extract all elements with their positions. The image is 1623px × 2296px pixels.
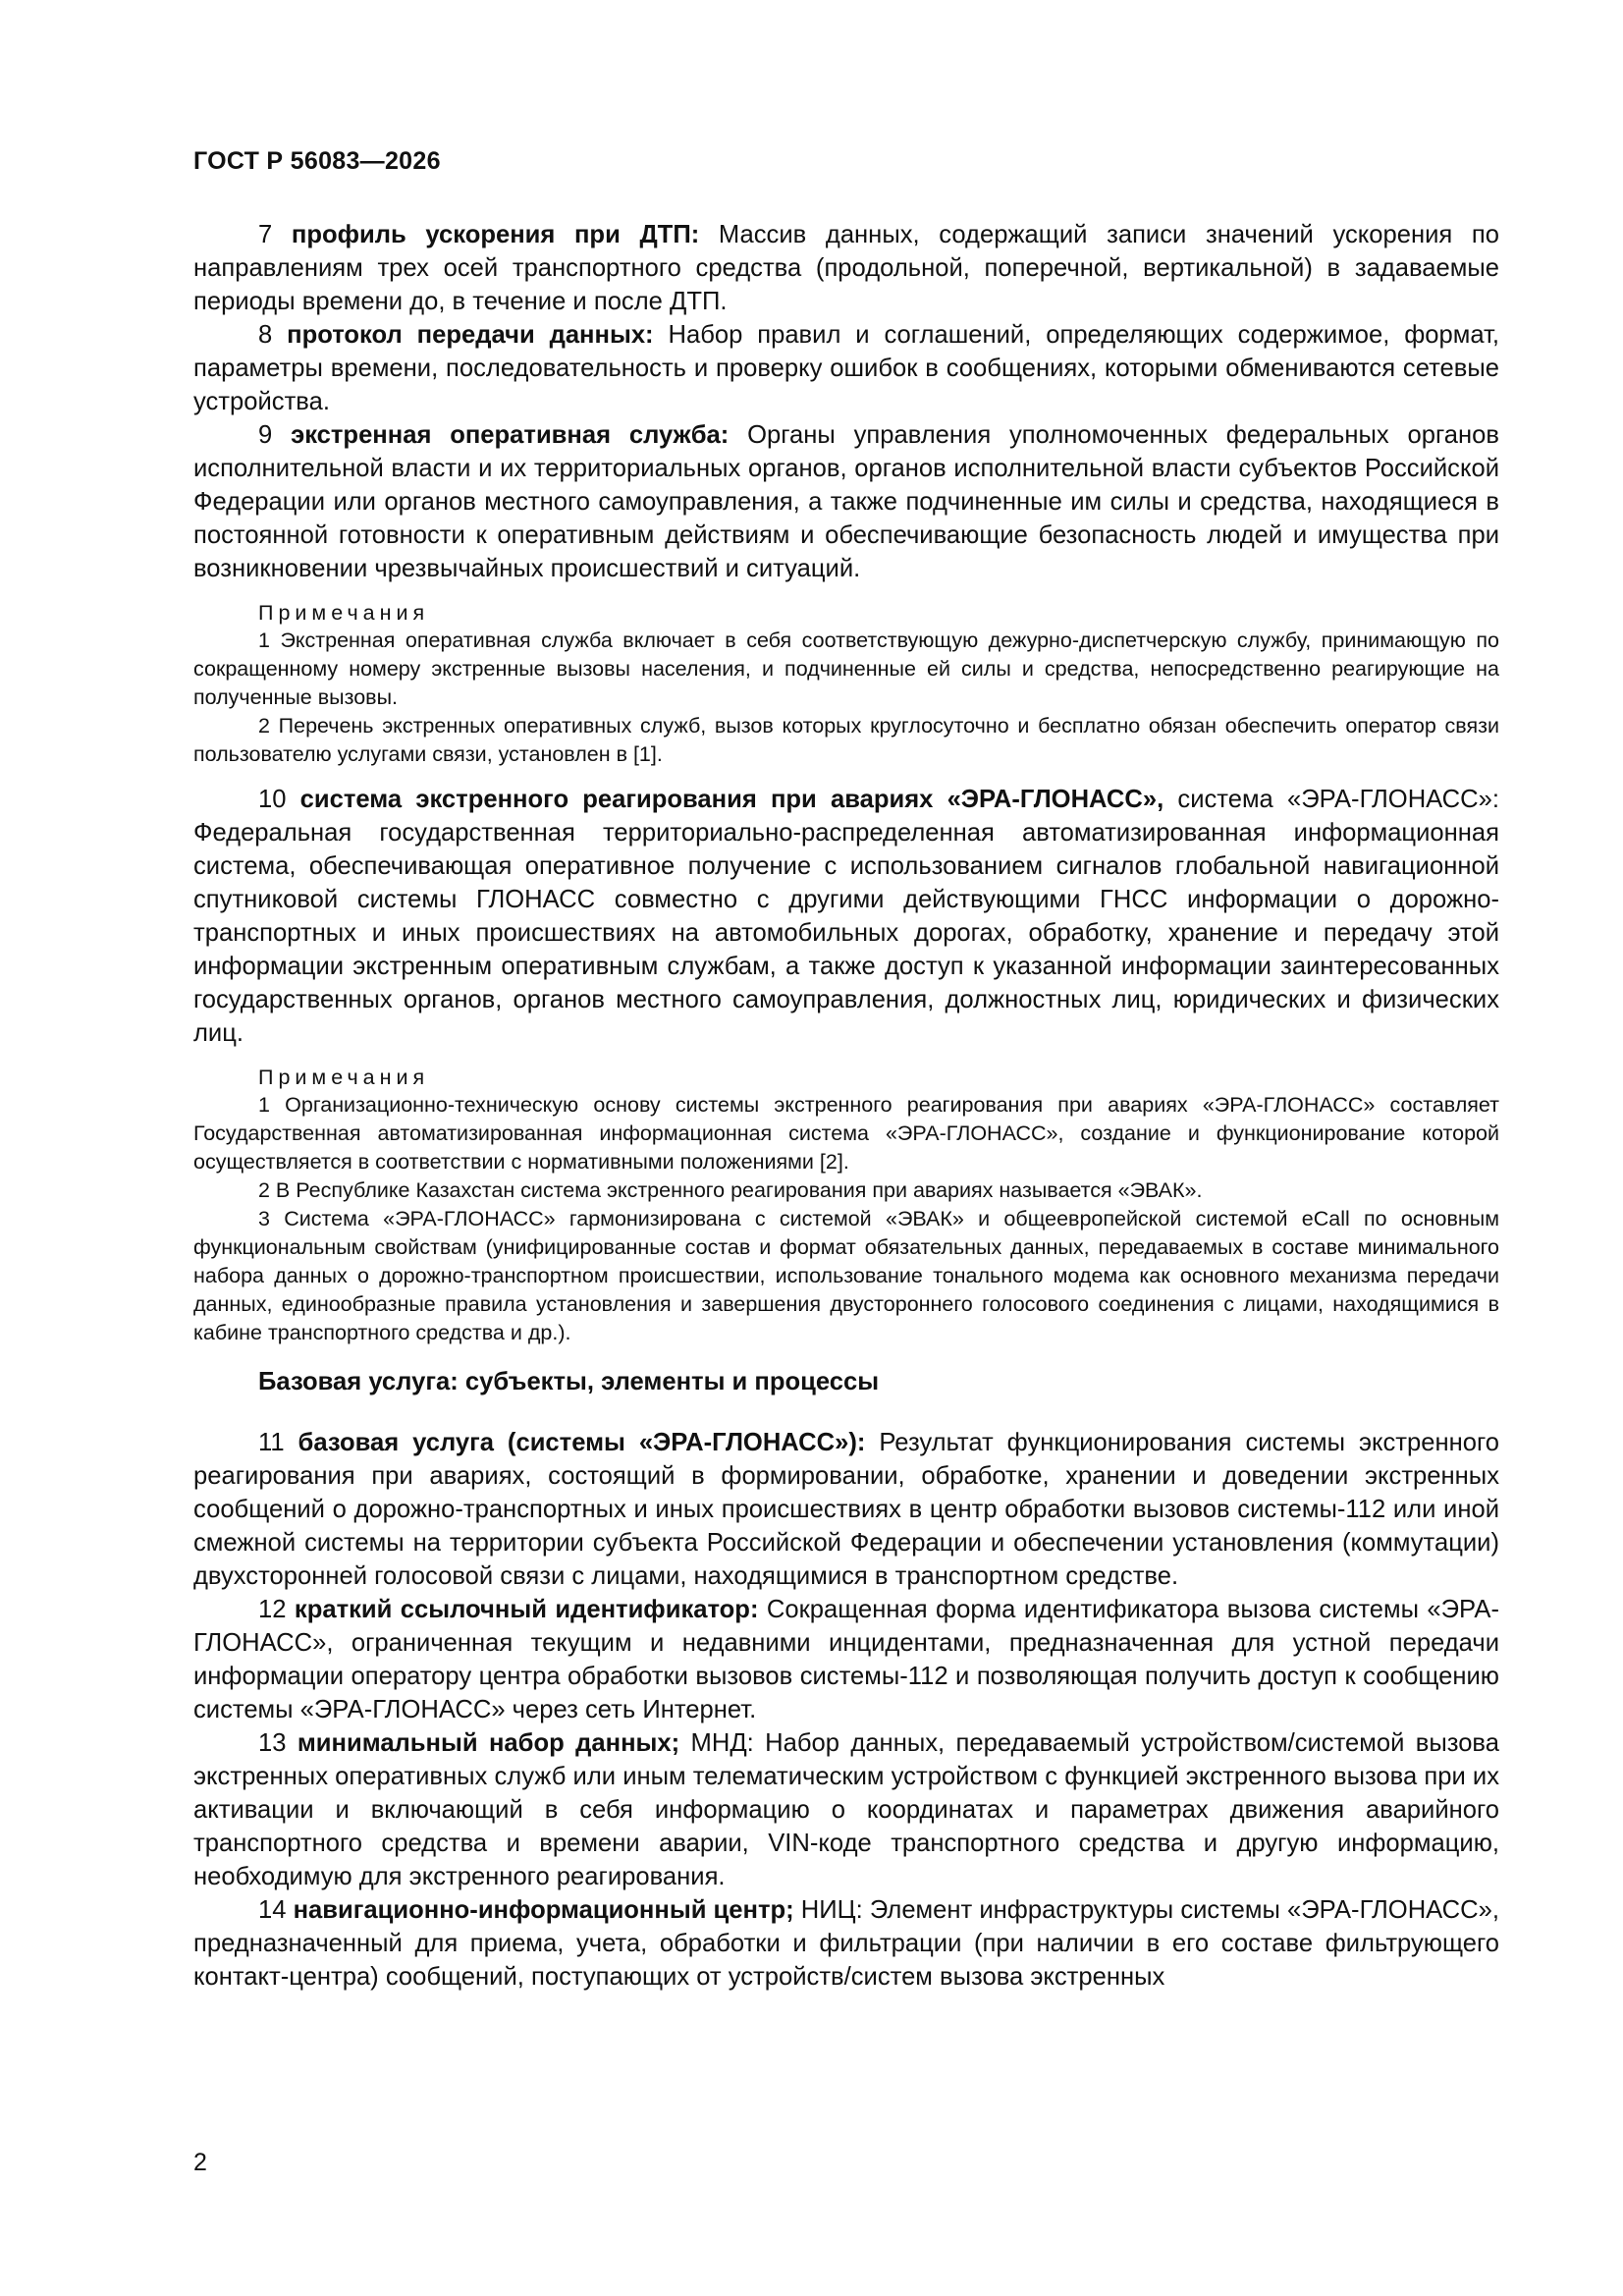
term-number: 8 [258, 321, 273, 349]
term-entry [193, 318, 1499, 418]
term-entry [193, 1426, 1499, 1593]
term-definition: НИЦ: Элемент инфраструктуры системы «ЭРА-ГЛОНАСС», предназначенный для приема, учета, обработки и фильтрации (при наличии в его составе фильтрующего контакт-центра) сообщений, поступающих от устройств/систем вызова экстренных [193, 1896, 1499, 1991]
term-entry [193, 1593, 1499, 1726]
term-entry [193, 418, 1499, 585]
notes-block [193, 599, 1499, 769]
page-body [193, 218, 1499, 1994]
term-definition: МНД: Набор данных, передаваемый устройством/системой вызова экстренных оперативных служб или иным телематическим устройством с функцией экстренного вызова при их активации и включающий в себя информацию о координатах и параметрах движения аварийного транспортного средства и времени аварии, VIN-коде транспортного средства и другую информацию, необходимую для экстренного реагирования. [193, 1729, 1499, 1890]
term-name: минимальный набор данных; [297, 1729, 680, 1757]
term-name: краткий ссылочный идентификатор: [294, 1596, 759, 1623]
notes-block [193, 1064, 1499, 1347]
page-number: 2 [193, 2149, 207, 2176]
term-definition: Массив данных, содержащий записи значений ускорения по направлениям трех осей транспортного средства (продольной, поперечной, вертикальной) в задаваемые периоды времени до, в течение и после ДТП. [193, 221, 1499, 315]
term-number: 10 [258, 786, 287, 813]
term-number: 11 [258, 1429, 285, 1456]
note-item: 2 Перечень экстренных оперативных служб, вызов которых круглосуточно и бесплатно обязан обеспечить оператор связи пользователю услугами связи, установлен в [1]. [193, 714, 1499, 766]
note-item: 2 В Республике Казахстан система экстренного реагирования при авариях называется «ЭВАК». [258, 1178, 1203, 1202]
term-number: 12 [258, 1596, 287, 1623]
standard-designation: ГОСТ Р 56083—2026 [193, 147, 441, 175]
notes-title: Примечания [258, 601, 430, 625]
note-item: 1 Экстренная оперативная служба включает в себя соответствующую дежурно-диспетчерскую службу, принимающую по сокращенному номеру экстренные вызовы населения, и подчиненные ей силы и средства, непосредственно реагирующие на полученные вызовы. [193, 629, 1499, 709]
note-item: 3 Система «ЭРА-ГЛОНАСС» гармонизирована с системой «ЭВАК» и общеевропейской системой eCall по основным функциональным свойствам (унифицированные состав и формат обязательных данных, передаваемых в составе минимального набора данных о дорожно-транспортном происшествии, использование тонального модема как основного механизма передачи данных, единообразные правила установления и завершения двустороннего голосового соединения с лицами, находящимися в кабине транспортного средства и др.). [193, 1207, 1499, 1344]
term-name: навигационно-информационный центр; [293, 1896, 794, 1924]
term-number: 13 [258, 1729, 287, 1757]
term-entry [193, 1893, 1499, 1994]
term-name: профиль ускорения при ДТП: [291, 221, 700, 248]
term-entry [193, 1726, 1499, 1893]
notes-title: Примечания [258, 1066, 430, 1089]
term-number: 7 [258, 221, 273, 248]
term-name: экстренная оперативная служба: [291, 421, 730, 449]
term-name: система экстренного реагирования при авариях «ЭРА-ГЛОНАСС», [299, 786, 1164, 813]
term-definition: система «ЭРА-ГЛОНАСС»: Федеральная государственная территориально-распределенная автоматизированная информационная система, обеспечивающая оперативное получение с использованием сигналов глобальной навигационной спутниковой системы ГЛОНАСС совместно с другими действующими ГНСС информации о дорожно-транспортных и иных происшествиях на автомобильных дорогах, обработку, хранение и передачу этой информации экстренным оперативным службам, а также доступ к указанной информации заинтересованных государственных органов, органов местного самоуправления, должностных лиц, юридических и физических лиц. [193, 786, 1499, 1047]
term-definition: Сокращенная форма идентификатора вызова системы «ЭРА-ГЛОНАСС», ограниченная текущим и недавними инцидентами, предназначенная для устной передачи информации оператору центра обработки вызовов системы-112 и позволяющая получить доступ к сообщению системы «ЭРА-ГЛОНАСС» через сеть Интернет. [193, 1596, 1499, 1723]
term-number: 9 [258, 421, 273, 449]
term-definition: Набор правил и соглашений, определяющих содержимое, формат, параметры времени, последовательность и проверку ошибок в сообщениях, которыми обмениваются сетевые устройства. [193, 321, 1500, 415]
term-entry [193, 783, 1499, 1050]
term-definition: Результат функционирования системы экстренного реагирования при авариях, состоящий в формировании, обработке, хранении и доведении экстренных сообщений о дорожно-транспортных и иных происшествиях в центр обработки вызовов системы-112 или иной смежной системы на территории субъекта Российской Федерации и обеспечении установления (коммутации) двухсторонней голосовой связи с лицами, находящимися в транспортном средстве. [193, 1429, 1499, 1590]
term-entry [193, 218, 1499, 318]
section-heading: Базовая услуга: субъекты, элементы и процессы [258, 1368, 880, 1395]
term-number: 14 [258, 1896, 287, 1924]
term-name: базовая услуга (системы «ЭРА-ГЛОНАСС»): [298, 1429, 866, 1456]
note-item: 1 Организационно-техническую основу системы экстренного реагирования при авариях «ЭРА-ГЛОНАСС» составляет Государственная автоматизированная информационная система «ЭРА-ГЛОНАСС», создание и функционирование которой осуществляется в соответствии с нормативными положениями [2]. [193, 1093, 1499, 1174]
term-name: протокол передачи данных: [287, 321, 654, 349]
term-definition: Органы управления уполномоченных федеральных органов исполнительной власти и их территориальных органов, органов исполнительной власти субъектов Российской Федерации или органов местного самоуправления, а также подчиненные им силы и средства, находящиеся в постоянной готовности к оперативным действиям и обеспечивающие безопасность людей и имущества при возникновении чрезвычайных происшествий и ситуаций. [193, 421, 1499, 582]
